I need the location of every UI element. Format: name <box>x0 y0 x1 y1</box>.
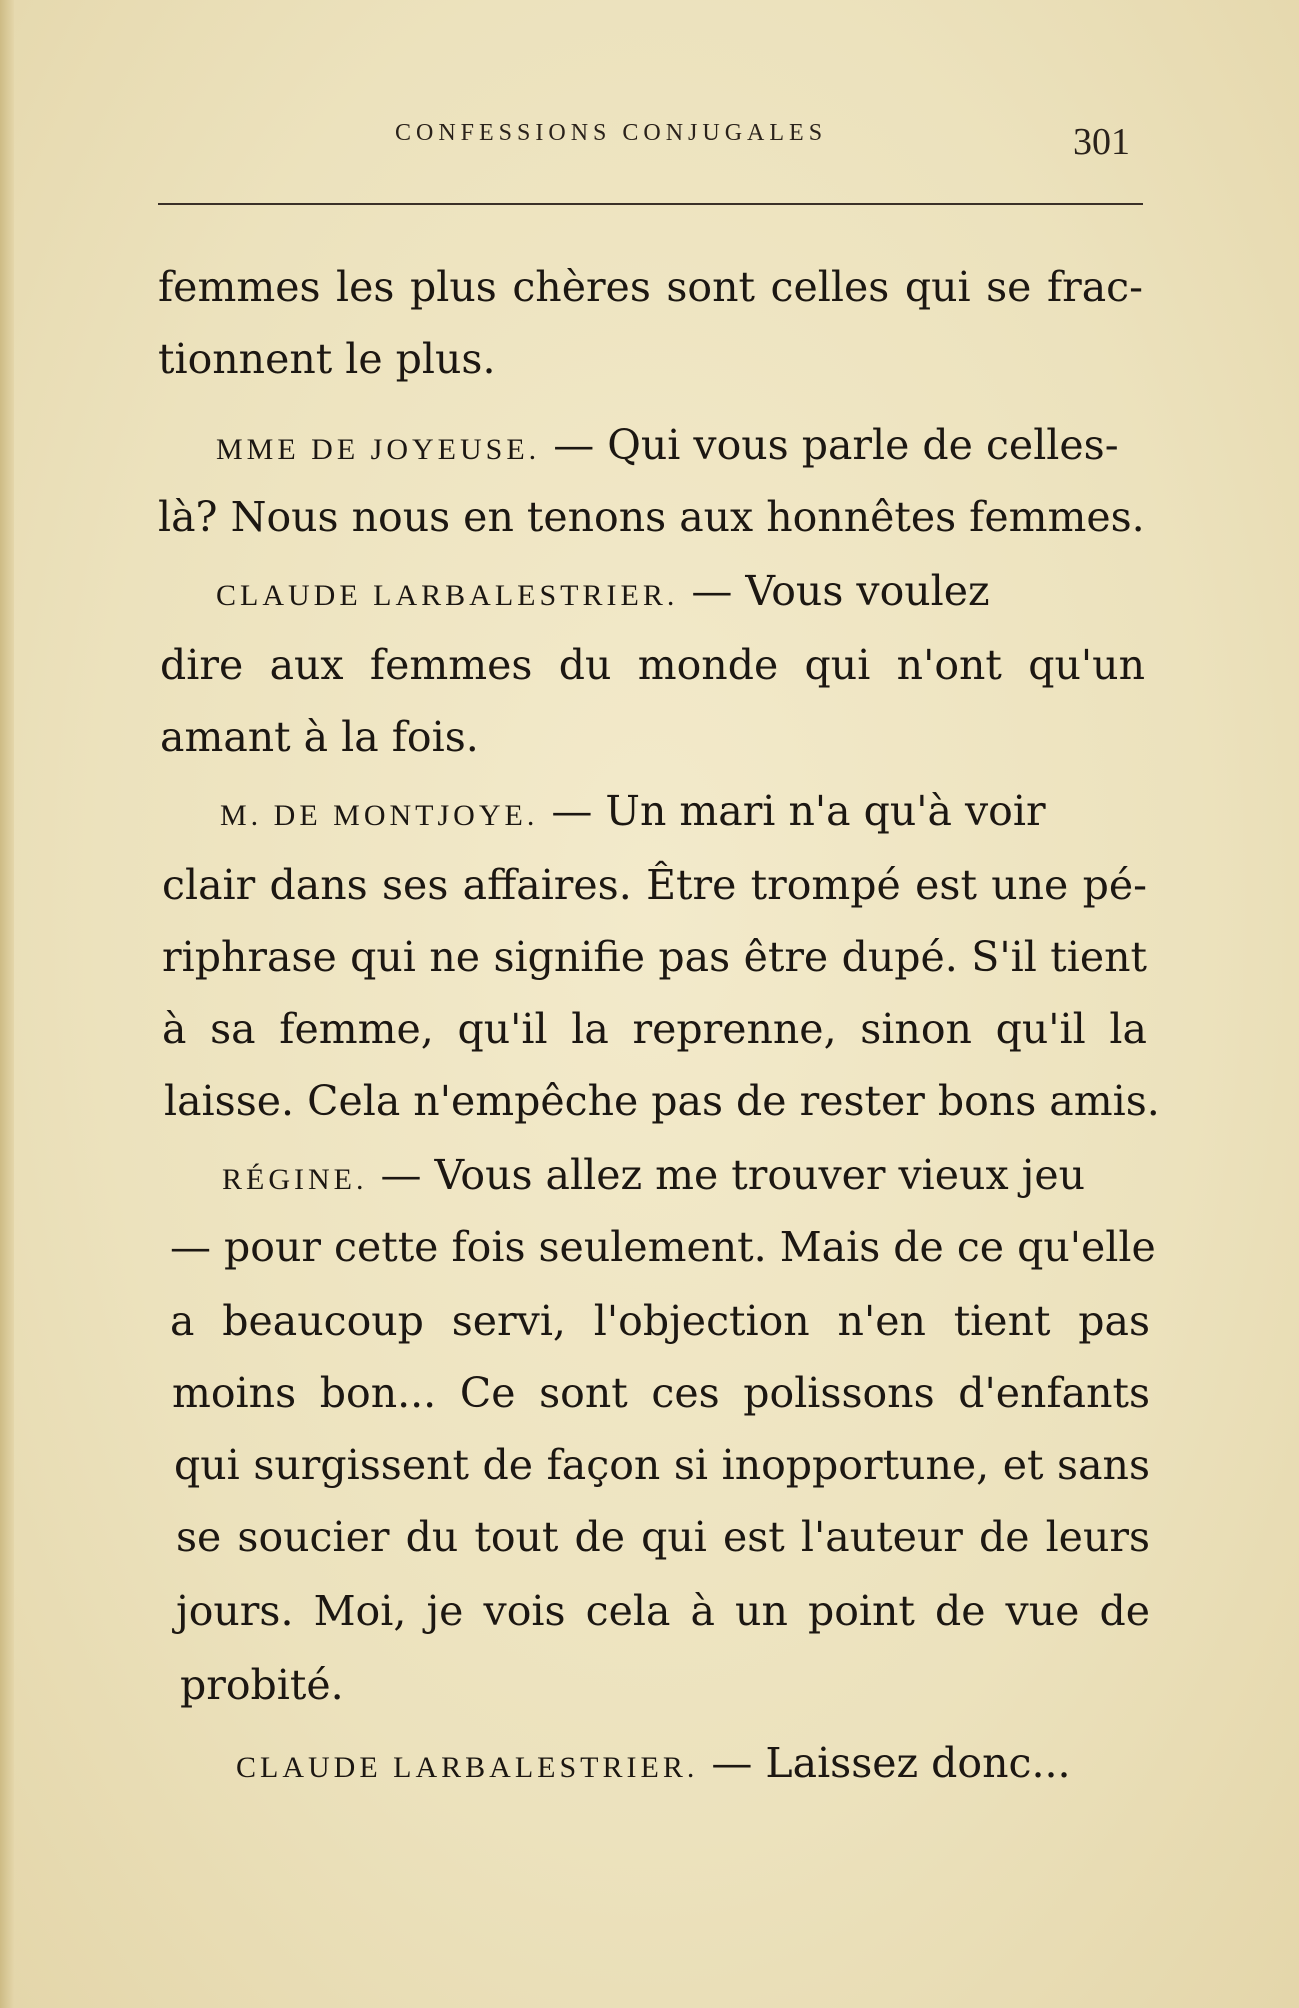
speech-line <box>236 1738 1071 1793</box>
page-edge <box>0 0 14 2008</box>
speech-line <box>220 786 1046 841</box>
text-line: là? Nous nous en tenons aux honnêtes femmes. <box>158 493 1145 541</box>
text-line: femmes les plus chères sont celles qui se frac- <box>158 263 1143 311</box>
speech-text: — Vous allez me trouver vieux jeu <box>367 1151 1086 1199</box>
speech-line <box>222 1150 1085 1205</box>
speech-text: — Laissez donc... <box>698 1739 1071 1787</box>
speech-line <box>216 420 1119 475</box>
header-rule <box>158 203 1143 205</box>
speaker-name: MME DE JOYEUSE. <box>216 433 541 466</box>
text-line: moins bon... Ce sont ces polissons d'enfants <box>172 1369 1150 1417</box>
text-line: clair dans ses affaires. Être trompé est une pé- <box>162 861 1147 909</box>
speech-text: — Un mari n'a qu'à voir <box>538 787 1046 835</box>
text-line: tionnent le plus. <box>158 335 496 383</box>
text-line: probité. <box>180 1661 344 1709</box>
speech-text: — Qui vous parle de celles- <box>540 421 1119 469</box>
page-number: 301 <box>1073 121 1130 163</box>
text-line: riphrase qui ne signifie pas être dupé. S'il tient <box>162 933 1147 981</box>
text-line: laisse. Cela n'empêche pas de rester bons amis. <box>164 1077 1160 1125</box>
speaker-name: RÉGINE. <box>222 1163 368 1196</box>
text-line: a beaucoup servi, l'objection n'en tient pas <box>170 1297 1150 1345</box>
speaker-name: CLAUDE LARBALESTRIER. <box>236 1751 699 1784</box>
text-line: qui surgissent de façon si inopportune, et sans <box>174 1441 1150 1489</box>
text-line: dire aux femmes du monde qui n'ont qu'un <box>160 641 1145 689</box>
speaker-name: CLAUDE LARBALESTRIER. <box>216 579 679 612</box>
running-title: CONFESSIONS CONJUGALES <box>395 120 828 146</box>
speech-text: — Vous voulez <box>678 567 990 615</box>
text-line: jours. Moi, je vois cela à un point de vue de <box>176 1587 1150 1635</box>
text-line: à sa femme, qu'il la reprenne, sinon qu'il la <box>162 1005 1147 1053</box>
text-line: — pour cette fois seulement. Mais de ce qu'elle <box>170 1223 1156 1271</box>
speaker-name: M. DE MONTJOYE. <box>220 799 539 832</box>
speech-line <box>216 566 990 621</box>
text-line: amant à la fois. <box>160 713 479 761</box>
text-line: se soucier du tout de qui est l'auteur de leurs <box>176 1513 1150 1561</box>
